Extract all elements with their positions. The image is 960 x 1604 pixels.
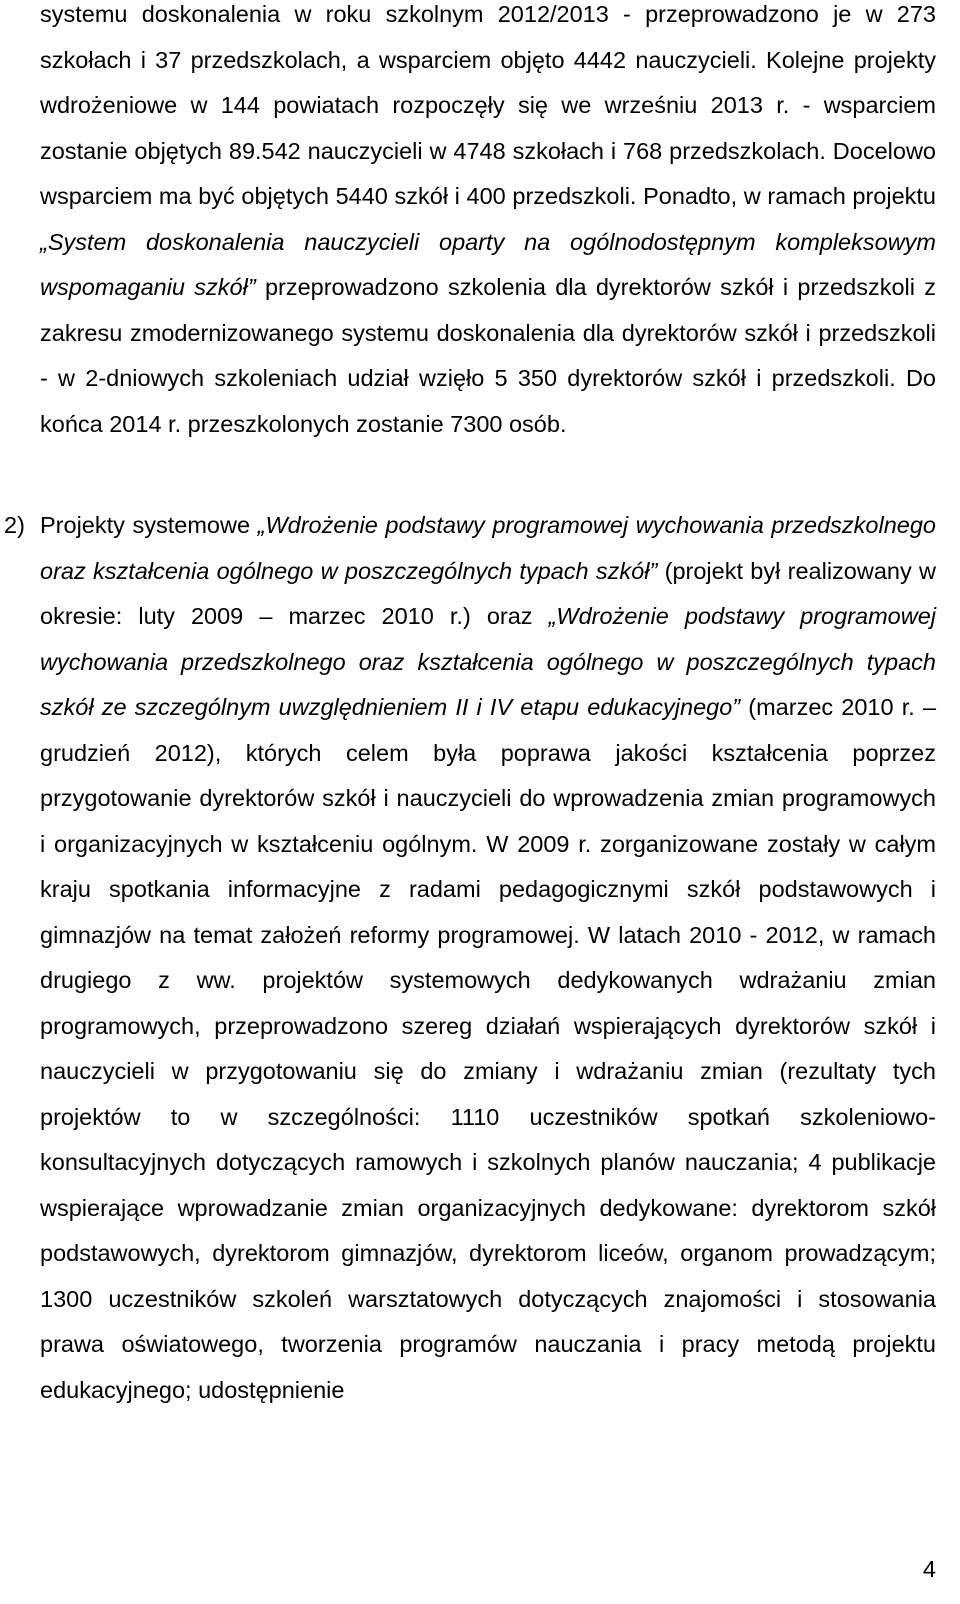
- paragraph-text-segment: systemu doskonalenia w roku szkolnym 2012/2013 - przeprowadzono je w 273 szkołach i 37 przedszkolach, a wsparciem objęto 4442 nauczycieli. Kolejne projekty wdrożeniowe w 144 powiatach rozpoczęły się we wrześniu 2013 r. - wsparciem zostanie objętych 89.542 nauczycieli w 4748 szkołach i 768 przedszkolach. Docelowo wsparciem ma być objętych 5440 szkół i 400 przedszkoli. Ponadto, w ramach projektu: [40, 1, 936, 209]
- paragraph-text-segment: przeprowadzono szkolenia dla dyrektorów szkół i przedszkoli z zakresu zmodernizowanego systemu doskonalenia dla dyrektorów szkół i przedszkoli - w 2-dniowych szkoleniach udział wzięło 5 350 dyrektorów szkół i przedszkoli. Do końca 2014 r. przeszkolonych zostanie 7300 osób.: [40, 274, 936, 437]
- list-item-text: [40, 503, 936, 1413]
- page-number: 4: [922, 1556, 936, 1582]
- paragraph-text-segment: Projekty systemowe: [40, 512, 258, 538]
- paragraph-text-segment: (projekt był realizowany w okresie: luty 2009 – marzec 2010 r.) oraz: [40, 557, 936, 629]
- paragraph-text-segment: (marzec 2010 r. – grudzień 2012), których celem była poprawa jakości kształcenia poprzez przygotowanie dyrektorów szkół i nauczycieli do wprowadzenia zmian programowych i organizacyjnych w kształceniu ogólnym. W 2009 r. zorganizowane zostały w całym kraju spotkania informacyjne z radami pedagogicznymi szkół podstawowych i gimnazjów na temat założeń reformy programowej. W latach 2010 - 2012, w ramach drugiego z ww. projektów systemowych dedykowanych wdrażaniu zmian programowych, przeprowadzono szereg działań wspierających dyrektorów szkół i nauczycieli w przygotowaniu się do zmiany i wdrażaniu zmian (rezultaty tych projektów to w szczególności: 1110 uczestników spotkań szkoleniowo-konsultacyjnych dotyczących ramowych i szkolnych planów nauczania; 4 publikacje wspierające wprowadzanie zmian organizacyjnych dedykowane: dyrektorom szkół podstawowych, dyrektorom gimnazjów, dyrektorom liceów, organom prowadzącym; 1300 uczestników szkoleń warsztatowych dotyczących znajomości i stosowania prawa oświatowego, tworzenia programów nauczania i pracy metodą projektu edukacyjnego; udostępnienie: [40, 694, 937, 1403]
- project-title: „System doskonalenia nauczycieli oparty na ogólnodostępnym kompleksowym wspomaganiu szkół”: [40, 228, 936, 300]
- paragraph-continuation: [40, 0, 936, 447]
- project-title: „Wdrożenie podstawy programowej wychowania przedszkolnego oraz kształcenia ogólnego w poszczególnych typach szkół ze szczególnym uwzględnieniem II i IV etapu edukacyjnego”: [40, 603, 936, 720]
- project-title: „Wdrożenie podstawy programowej wychowania przedszkolnego oraz kształcenia ogólnego w poszczególnych typach szkół”: [40, 512, 936, 584]
- list-item-number: 2): [4, 512, 25, 538]
